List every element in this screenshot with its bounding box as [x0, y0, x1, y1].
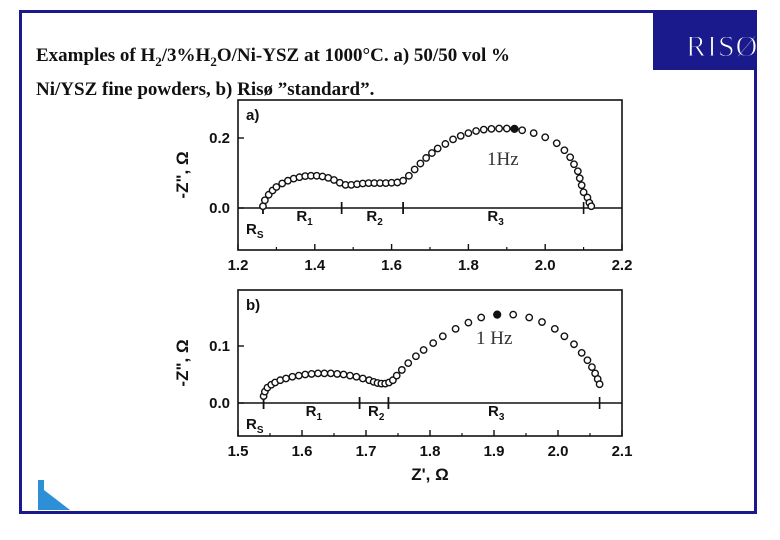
data-point [588, 203, 594, 209]
data-point [406, 173, 412, 179]
data-point [399, 367, 405, 373]
y-tick-label: 0.1 [209, 338, 230, 355]
resistance-subscript: 2 [377, 217, 383, 228]
data-point [575, 168, 581, 174]
data-point [561, 333, 567, 339]
data-point [552, 326, 558, 332]
data-point [465, 319, 471, 325]
data-point [452, 326, 458, 332]
data-point [328, 370, 334, 376]
highlight-point [511, 125, 518, 132]
data-point [539, 319, 545, 325]
data-point [434, 145, 440, 151]
resistance-label: $R_2$ [366, 208, 383, 228]
resistance-subscript: 2 [378, 412, 385, 423]
x-tick-label: 1.4 [304, 257, 326, 274]
resistance-subscript: S [256, 230, 264, 241]
frequency-annotation: 1 Hz [476, 328, 513, 349]
data-point [417, 160, 423, 166]
plot-border [238, 290, 622, 436]
title-subscript: 2 [210, 53, 217, 69]
data-point [400, 178, 406, 184]
resistance-label: $R_1$ [305, 403, 323, 423]
panel-label: b) [246, 297, 261, 314]
data-point [430, 340, 436, 346]
panel-label: a) [246, 107, 260, 124]
data-point [561, 147, 567, 153]
data-point [504, 125, 510, 131]
resistance-subscript: 1 [316, 412, 323, 423]
x-axis-label: Z', Ω [411, 465, 449, 484]
x-tick-label: 2.0 [547, 443, 569, 460]
y-tick-label: 0.2 [209, 130, 230, 147]
data-point [420, 347, 426, 353]
data-point [571, 341, 577, 347]
data-point [302, 371, 308, 377]
x-tick-label: 1.6 [381, 257, 403, 274]
data-point [360, 375, 366, 381]
data-point [478, 314, 484, 320]
resistance-subscript: 3 [498, 217, 504, 228]
data-point [289, 374, 295, 380]
data-point [347, 372, 353, 378]
data-point [578, 182, 584, 188]
data-point [577, 175, 583, 181]
title-subscript: 2 [155, 53, 162, 69]
x-tick-label: 1.7 [355, 443, 377, 460]
y-tick-label: 0.0 [209, 200, 230, 217]
data-point [315, 370, 321, 376]
data-point [308, 371, 314, 377]
data-point [526, 314, 532, 320]
x-tick-label: 1.2 [227, 257, 249, 274]
data-point [530, 130, 536, 136]
frequency-annotation: 1Hz [487, 149, 519, 170]
resistance-label: $R_S$ [246, 221, 264, 241]
data-point [440, 333, 446, 339]
data-point [596, 381, 602, 387]
resistance-label: $R_3$ [487, 208, 504, 228]
x-tick-label: 1.8 [457, 257, 479, 274]
highlight-point [494, 311, 501, 318]
resistance-subscript: 1 [307, 217, 313, 228]
data-point [321, 370, 327, 376]
data-point [405, 360, 411, 366]
x-tick-label: 2.0 [534, 257, 556, 274]
resistance-subscript: S [256, 425, 264, 436]
data-point [571, 161, 577, 167]
resistance-label: $R_3$ [488, 403, 505, 423]
x-tick-label: 2.1 [611, 443, 633, 460]
data-point [296, 372, 302, 378]
data-point [481, 126, 487, 132]
chart-panel-a [173, 100, 632, 274]
title-part: O/Ni-YSZ at 1000°C. a) 50/50 vol % [216, 45, 510, 66]
data-point [465, 130, 471, 136]
data-point [353, 374, 359, 380]
x-tick-label: 1.9 [483, 443, 505, 460]
data-point [394, 372, 400, 378]
x-tick-label: 1.8 [419, 443, 441, 460]
data-point [488, 126, 494, 132]
data-point [578, 350, 584, 356]
chart-panel-b [173, 290, 632, 484]
data-point [413, 353, 419, 359]
data-point [411, 166, 417, 172]
data-point [510, 311, 516, 317]
data-point [542, 134, 548, 140]
data-point [458, 133, 464, 139]
data-point [334, 371, 340, 377]
x-tick-label: 2.2 [611, 257, 633, 274]
y-axis-label: -Z", Ω [173, 339, 192, 387]
resistance-label: $R_2$ [368, 403, 385, 423]
resistance-label: $R_1$ [296, 208, 313, 228]
data-point [584, 357, 590, 363]
data-point [496, 125, 502, 131]
data-point [442, 141, 448, 147]
data-point [567, 154, 573, 160]
title-part: /3%H [161, 45, 211, 66]
plot-border [238, 100, 622, 250]
data-point [473, 128, 479, 134]
data-point [283, 375, 289, 381]
x-tick-label: 1.5 [227, 443, 249, 460]
y-axis-label: -Z", Ω [173, 151, 192, 199]
y-tick-label: 0.0 [209, 395, 230, 412]
resistance-subscript: 3 [498, 412, 505, 423]
data-point [423, 155, 429, 161]
data-point [340, 371, 346, 377]
data-point [519, 127, 525, 133]
data-point [450, 136, 456, 142]
resistance-label: $R_S$ [246, 416, 264, 436]
data-point [554, 140, 560, 146]
data-point [429, 150, 435, 156]
logo: RISØ [686, 30, 759, 63]
x-tick-label: 1.6 [291, 443, 313, 460]
data-point [589, 364, 595, 370]
title-part: Examples of H [36, 45, 156, 66]
title-line-2: Ni/YSZ fine powders, b) Risø ”standard”. [36, 78, 375, 100]
